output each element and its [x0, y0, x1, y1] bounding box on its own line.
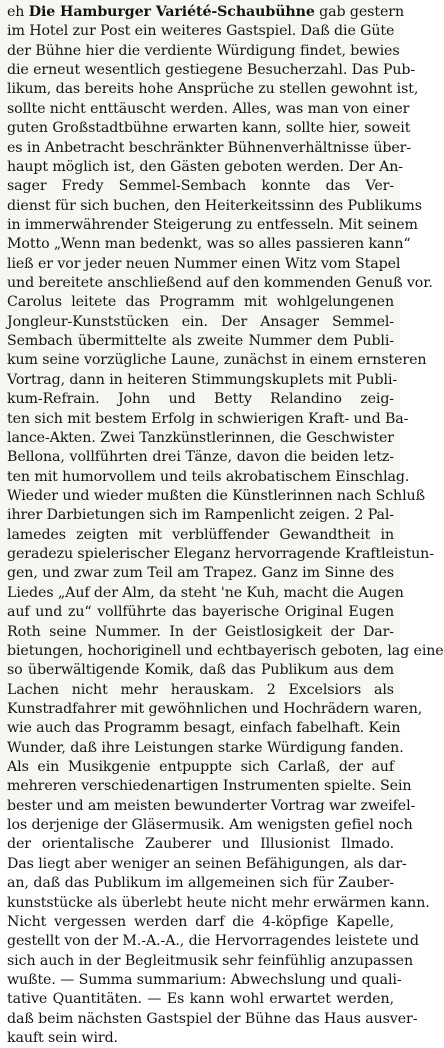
- article-line: tative Quantitäten. — Es kann wohl erwartet werden,: [7, 991, 394, 1008]
- article-line: Wunder, daß ihre Leistungen starke Würdigung fanden.: [7, 739, 404, 756]
- article-line: likum, das bereits hohe Ansprüche zu stellen gewohnt ist,: [7, 81, 419, 98]
- article-line: die erneut wesentlich gestiegene Besucherzahl. Das Pub-: [7, 62, 416, 79]
- article-line: an, daß das Publikum im allgemeinen sich für Zauber-: [7, 875, 394, 892]
- article-line: wußte. — Summa summarium: Abwechslung und quali-: [7, 971, 402, 988]
- article-line: es in Anbetracht beschränkter Bühnenverhältnisse über-: [7, 139, 412, 156]
- article-line: Nicht vergessen werden darf die 4-köpfige Kapelle,: [7, 913, 394, 930]
- article-line: Lachen nicht mehr herauskam. 2 Excelsiors als: [7, 681, 394, 698]
- article-line: Sembach übermittelte als zweite Nummer dem Publi-: [7, 333, 394, 350]
- article-line: kum-Refrain. John und Betty Relandino zeig-: [7, 391, 394, 408]
- article-line: sich auch in der Begleitmusik sehr feinfühlig anzupassen: [7, 952, 414, 969]
- article-line: und bereitete anschließend auf den kommenden Genuß vor.: [7, 275, 433, 292]
- article-line: wie auch das Programm besagt, einfach fabelhaft. Kein: [7, 720, 401, 737]
- article-line: geradezu spielerischer Eleganz hervorragende Kraftleistun-: [7, 546, 434, 563]
- article-line: guten Großstadtbühne erwarten kann, sollte hier, soweit: [7, 120, 411, 137]
- article-first-line: [7, 3, 404, 22]
- article-line: Roth seine Nummer. In der Geistlosigkeit der Dar-: [7, 623, 394, 640]
- article-body: [7, 3, 444, 1048]
- article-line: ten sich mit bestem Erfolg in schwierigen Kraft- und Ba-: [7, 410, 409, 427]
- article-line: gestellt von der M.-A.-A., die Hervorragendes leistete und: [7, 933, 419, 950]
- article-line: in immerwährender Steigerung zu entfesseln. Mit seinem: [7, 216, 418, 233]
- article-line: der orientalische Zauberer und Illusionist Ilmado.: [7, 836, 394, 853]
- article-line: Kunstradfahrer mit gewöhnlichen und Hochrädern waren,: [7, 700, 423, 717]
- article-line: sager Fredy Semmel-Sembach konnte das Ver-: [7, 178, 394, 195]
- author-mark: eh: [7, 4, 25, 20]
- article-line: Als ein Musikgenie entpuppte sich Carlaß, der auf: [7, 759, 394, 776]
- article-line: mehreren verschiedenartigen Instrumenten spielte. Sein: [7, 778, 412, 795]
- article-line: daß beim nächsten Gastspiel der Bühne das Haus ausver-: [7, 1010, 418, 1027]
- article-line: kum seine vorzügliche Laune, zunächst in einem ernsteren: [7, 352, 427, 369]
- article-line: so überwältigende Komik, daß das Publikum aus dem: [7, 662, 394, 679]
- article-line: ließ er vor jeder neuen Nummer einen Witz vom Stapel: [7, 255, 401, 272]
- article-line: sollte nicht enttäuscht werden. Alles, was man von einer: [7, 100, 410, 117]
- article-line: ihrer Darbietungen sich im Rampenlicht zeigen. 2 Pal-: [7, 507, 394, 524]
- article-line: Vortrag, dann in heiteren Stimmungskuplets mit Publi-: [7, 371, 398, 388]
- article-line: Carolus leitete das Programm mit wohlgelungenen: [7, 294, 394, 311]
- article-line: Bellona, vollführten drei Tänze, davon die beiden letz-: [7, 449, 394, 466]
- article-line: gab gestern: [314, 4, 404, 20]
- article-line: dienst für sich buchen, den Heiterkeitssinn des Publikums: [7, 197, 422, 214]
- article-line: Wieder und wieder mußten die Künstlerinnen nach Schluß: [7, 487, 425, 504]
- article-line: kunststücke als überlebt heute nicht mehr erwärmen kann.: [7, 894, 430, 911]
- article-line: lamedes zeigten mit verblüffender Gewandtheit in: [7, 526, 394, 543]
- article-line: kauft sein wird.: [7, 1030, 118, 1047]
- article-line: Motto „Wenn man bedenkt, was so alles passieren kann“: [7, 236, 411, 253]
- article-line: der Bühne hier die verdiente Würdigung findet, bewies: [7, 42, 400, 59]
- article-line: auf und zu“ vollführte das bayerische Original Eugen: [7, 604, 394, 621]
- article-line: ten mit humorvollem und teils akrobatischem Einschlag.: [7, 468, 410, 485]
- article-line: lance-Akten. Zwei Tanzkünstlerinnen, die Geschwister: [7, 429, 394, 446]
- article-line: los derjenige der Gläsermusik. Am wenigsten gefiel noch: [7, 817, 413, 834]
- article-line: im Hotel zur Post ein weiteres Gastspiel. Daß die Güte: [7, 23, 395, 40]
- article-line: gen, und zwar zum Teil am Trapez. Ganz im Sinne des: [7, 565, 394, 582]
- article-line: Liedes „Auf der Alm, da steht 'ne Kuh, macht die Augen: [7, 584, 404, 601]
- article-line: haupt möglich ist, den Gästen geboten werden. Der An-: [7, 158, 403, 175]
- article-line: Das liegt aber weniger an seinen Befähigungen, als dar-: [7, 855, 407, 872]
- article-line: Jongleur-Kunststücken ein. Der Ansager Semmel-: [7, 313, 394, 330]
- article-line: bietungen, hochoriginell und echtbayerisch geboten, lag eine: [7, 642, 444, 659]
- article-line: bester und am meisten bewunderter Vortrag war zweifel-: [7, 797, 416, 814]
- article-headline: Die Hamburger Variété-Schaubühne: [28, 4, 315, 20]
